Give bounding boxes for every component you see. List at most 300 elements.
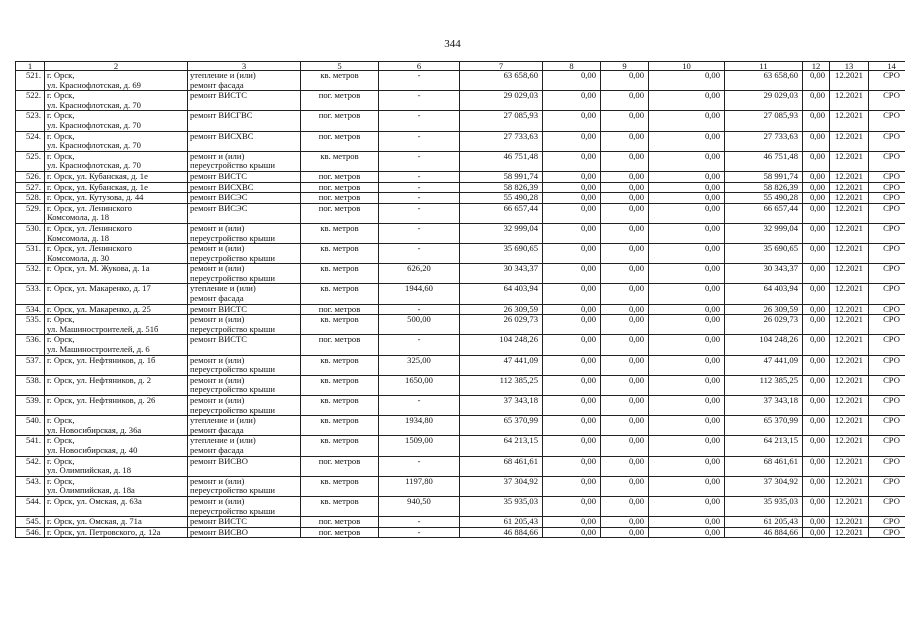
total-cost-cell: 26 029,73: [460, 315, 543, 335]
total-cost-cell: 104 248,26: [460, 335, 543, 355]
specific-cost-cell: 0,00: [803, 171, 830, 182]
funding-cell: 0,00: [649, 71, 725, 91]
method-cell: СРО: [869, 375, 905, 395]
method-cell: СРО: [869, 264, 905, 284]
specific-cost-cell: 0,00: [803, 131, 830, 151]
deadline-cell: 12.2021: [830, 182, 869, 193]
unit-cell: пог. метров: [301, 193, 379, 204]
cost-cell: 63 658,60: [725, 71, 803, 91]
row-number: 539.: [16, 396, 45, 416]
specific-cost-cell: 0,00: [803, 416, 830, 436]
work-type-cell: ремонт ВИСХВС: [188, 182, 301, 193]
table-row: [16, 304, 905, 315]
table-row: [16, 396, 905, 416]
funding-cell: 0,00: [543, 355, 601, 375]
cost-cell: 64 213,15: [725, 436, 803, 456]
funding-cell: 0,00: [649, 203, 725, 223]
method-cell: СРО: [869, 182, 905, 193]
work-type-cell: ремонт ВИСТС: [188, 91, 301, 111]
specific-cost-cell: 0,00: [803, 182, 830, 193]
unit-cell: пог. метров: [301, 527, 379, 538]
total-cost-cell: 27 733,63: [460, 131, 543, 151]
row-number: 541.: [16, 436, 45, 456]
table-row: [16, 264, 905, 284]
table-row: [16, 171, 905, 182]
cost-cell: 55 490,28: [725, 193, 803, 204]
header-cell: 12: [803, 62, 830, 71]
header-cell: 6: [379, 62, 460, 71]
address-cell: г. Орск, ул. Машиностроителей, д. 6: [45, 335, 188, 355]
total-cost-cell: 58 826,39: [460, 182, 543, 193]
row-number: 544.: [16, 496, 45, 516]
quantity-cell: -: [379, 111, 460, 131]
specific-cost-cell: 0,00: [803, 315, 830, 335]
total-cost-cell: 55 490,28: [460, 193, 543, 204]
work-type-cell: утепление и (или) ремонт фасада: [188, 416, 301, 436]
funding-cell: 0,00: [601, 182, 649, 193]
address-cell: г. Орск, ул. Ленинского Комсомола, д. 18: [45, 203, 188, 223]
header-cell: 10: [649, 62, 725, 71]
total-cost-cell: 35 935,03: [460, 496, 543, 516]
address-cell: г. Орск, ул. Краснофлотская, д. 70: [45, 151, 188, 171]
total-cost-cell: 47 441,09: [460, 355, 543, 375]
method-cell: СРО: [869, 315, 905, 335]
unit-cell: кв. метров: [301, 223, 379, 243]
funding-cell: 0,00: [649, 335, 725, 355]
funding-cell: 0,00: [649, 223, 725, 243]
quantity-cell: 1650,00: [379, 375, 460, 395]
address-cell: г. Орск, ул. Ленинского Комсомола, д. 18: [45, 223, 188, 243]
deadline-cell: 12.2021: [830, 456, 869, 476]
specific-cost-cell: 0,00: [803, 436, 830, 456]
funding-cell: 0,00: [543, 416, 601, 436]
funding-cell: 0,00: [649, 182, 725, 193]
method-cell: СРО: [869, 456, 905, 476]
deadline-cell: 12.2021: [830, 304, 869, 315]
method-cell: СРО: [869, 416, 905, 436]
deadline-cell: 12.2021: [830, 527, 869, 538]
address-cell: г. Орск, ул. Краснофлотская, д. 70: [45, 111, 188, 131]
funding-cell: 0,00: [601, 193, 649, 204]
unit-cell: кв. метров: [301, 396, 379, 416]
row-number: 525.: [16, 151, 45, 171]
unit-cell: кв. метров: [301, 244, 379, 264]
funding-cell: 0,00: [601, 223, 649, 243]
specific-cost-cell: 0,00: [803, 111, 830, 131]
address-cell: г. Орск, ул. Кубанская, д. 1е: [45, 182, 188, 193]
header-cell: 1: [16, 62, 45, 71]
total-cost-cell: 64 403,94: [460, 284, 543, 304]
specific-cost-cell: 0,00: [803, 375, 830, 395]
unit-cell: кв. метров: [301, 264, 379, 284]
row-number: 524.: [16, 131, 45, 151]
funding-cell: 0,00: [543, 436, 601, 456]
deadline-cell: 12.2021: [830, 517, 869, 528]
deadline-cell: 12.2021: [830, 315, 869, 335]
deadline-cell: 12.2021: [830, 151, 869, 171]
work-type-cell: ремонт ВИСТС: [188, 171, 301, 182]
method-cell: СРО: [869, 496, 905, 516]
quantity-cell: 626,20: [379, 264, 460, 284]
unit-cell: кв. метров: [301, 375, 379, 395]
funding-cell: 0,00: [601, 91, 649, 111]
quantity-cell: -: [379, 71, 460, 91]
method-cell: СРО: [869, 476, 905, 496]
method-cell: СРО: [869, 111, 905, 131]
table-row: [16, 193, 905, 204]
funding-cell: 0,00: [543, 182, 601, 193]
table-row: [16, 203, 905, 223]
quantity-cell: -: [379, 171, 460, 182]
address-cell: г. Орск, ул. Краснофлотская, д. 70: [45, 131, 188, 151]
funding-cell: 0,00: [543, 496, 601, 516]
quantity-cell: 325,00: [379, 355, 460, 375]
table-row: [16, 335, 905, 355]
quantity-cell: -: [379, 517, 460, 528]
table-row: [16, 517, 905, 528]
funding-cell: 0,00: [649, 91, 725, 111]
funding-cell: 0,00: [543, 304, 601, 315]
deadline-cell: 12.2021: [830, 496, 869, 516]
funding-cell: 0,00: [601, 396, 649, 416]
unit-cell: кв. метров: [301, 476, 379, 496]
total-cost-cell: 37 304,92: [460, 476, 543, 496]
total-cost-cell: 66 657,44: [460, 203, 543, 223]
quantity-cell: -: [379, 304, 460, 315]
funding-cell: 0,00: [649, 111, 725, 131]
address-cell: г. Орск, ул. Новосибирская, д. 40: [45, 436, 188, 456]
quantity-cell: 1509,00: [379, 436, 460, 456]
address-cell: г. Орск, ул. Нефтяников, д. 1б: [45, 355, 188, 375]
total-cost-cell: 65 370,99: [460, 416, 543, 436]
funding-cell: 0,00: [649, 527, 725, 538]
deadline-cell: 12.2021: [830, 476, 869, 496]
funding-cell: 0,00: [543, 396, 601, 416]
address-cell: г. Орск, ул. Нефтяников, д. 26: [45, 396, 188, 416]
funding-cell: 0,00: [543, 244, 601, 264]
cost-cell: 64 403,94: [725, 284, 803, 304]
funding-cell: 0,00: [649, 244, 725, 264]
row-number: 531.: [16, 244, 45, 264]
quantity-cell: -: [379, 527, 460, 538]
address-cell: г. Орск, ул. Макаренко, д. 25: [45, 304, 188, 315]
work-type-cell: утепление и (или) ремонт фасада: [188, 71, 301, 91]
quantity-cell: 1197,80: [379, 476, 460, 496]
specific-cost-cell: 0,00: [803, 244, 830, 264]
work-type-cell: ремонт ВИСВО: [188, 527, 301, 538]
quantity-cell: -: [379, 182, 460, 193]
table-row: [16, 223, 905, 243]
unit-cell: кв. метров: [301, 436, 379, 456]
unit-cell: пог. метров: [301, 91, 379, 111]
address-cell: г. Орск, ул. Омская, д. 63а: [45, 496, 188, 516]
funding-cell: 0,00: [601, 304, 649, 315]
total-cost-cell: 46 884,66: [460, 527, 543, 538]
funding-cell: 0,00: [543, 111, 601, 131]
address-cell: г. Орск, ул. Краснофлотская, д. 69: [45, 71, 188, 91]
funding-cell: 0,00: [601, 244, 649, 264]
cost-cell: 104 248,26: [725, 335, 803, 355]
funding-cell: 0,00: [543, 193, 601, 204]
table-row: [16, 111, 905, 131]
unit-cell: кв. метров: [301, 416, 379, 436]
cost-cell: 26 309,59: [725, 304, 803, 315]
specific-cost-cell: 0,00: [803, 264, 830, 284]
funding-cell: 0,00: [649, 284, 725, 304]
unit-cell: пог. метров: [301, 171, 379, 182]
work-type-cell: ремонт ВИСХВС: [188, 131, 301, 151]
funding-cell: 0,00: [543, 517, 601, 528]
method-cell: СРО: [869, 171, 905, 182]
table-row: [16, 436, 905, 456]
cost-cell: 30 343,37: [725, 264, 803, 284]
funding-cell: 0,00: [649, 131, 725, 151]
funding-cell: 0,00: [601, 527, 649, 538]
funding-cell: 0,00: [543, 91, 601, 111]
specific-cost-cell: 0,00: [803, 193, 830, 204]
unit-cell: пог. метров: [301, 203, 379, 223]
deadline-cell: 12.2021: [830, 416, 869, 436]
deadline-cell: 12.2021: [830, 284, 869, 304]
specific-cost-cell: 0,00: [803, 203, 830, 223]
deadline-cell: 12.2021: [830, 396, 869, 416]
funding-cell: 0,00: [543, 456, 601, 476]
work-type-cell: ремонт и (или) переустройство крыши: [188, 315, 301, 335]
specific-cost-cell: 0,00: [803, 517, 830, 528]
row-number: 530.: [16, 223, 45, 243]
total-cost-cell: 27 085,93: [460, 111, 543, 131]
specific-cost-cell: 0,00: [803, 335, 830, 355]
funding-cell: 0,00: [543, 375, 601, 395]
row-number: 535.: [16, 315, 45, 335]
quantity-cell: -: [379, 223, 460, 243]
method-cell: СРО: [869, 151, 905, 171]
total-cost-cell: 68 461,61: [460, 456, 543, 476]
total-cost-cell: 32 999,04: [460, 223, 543, 243]
header-cell: 11: [725, 62, 803, 71]
funding-cell: 0,00: [649, 396, 725, 416]
method-cell: СРО: [869, 355, 905, 375]
funding-cell: 0,00: [649, 476, 725, 496]
method-cell: СРО: [869, 517, 905, 528]
work-type-cell: ремонт ВИСТС: [188, 335, 301, 355]
cost-cell: 32 999,04: [725, 223, 803, 243]
method-cell: СРО: [869, 396, 905, 416]
work-type-cell: ремонт и (или) переустройство крыши: [188, 396, 301, 416]
quantity-cell: -: [379, 244, 460, 264]
row-number: 529.: [16, 203, 45, 223]
cost-cell: 47 441,09: [725, 355, 803, 375]
cost-cell: 66 657,44: [725, 203, 803, 223]
work-type-cell: ремонт ВИСГВС: [188, 111, 301, 131]
row-number: 534.: [16, 304, 45, 315]
deadline-cell: 12.2021: [830, 91, 869, 111]
quantity-cell: -: [379, 456, 460, 476]
funding-cell: 0,00: [601, 131, 649, 151]
unit-cell: кв. метров: [301, 151, 379, 171]
work-type-cell: ремонт и (или) переустройство крыши: [188, 375, 301, 395]
row-number: 546.: [16, 527, 45, 538]
cost-cell: 58 826,39: [725, 182, 803, 193]
quantity-cell: -: [379, 335, 460, 355]
total-cost-cell: 37 343,18: [460, 396, 543, 416]
cost-cell: 27 733,63: [725, 131, 803, 151]
row-number: 543.: [16, 476, 45, 496]
method-cell: СРО: [869, 131, 905, 151]
header-row: [16, 62, 905, 71]
quantity-cell: -: [379, 91, 460, 111]
specific-cost-cell: 0,00: [803, 91, 830, 111]
quantity-cell: 500,00: [379, 315, 460, 335]
quantity-cell: -: [379, 396, 460, 416]
funding-cell: 0,00: [649, 193, 725, 204]
quantity-cell: 1934,80: [379, 416, 460, 436]
row-number: 538.: [16, 375, 45, 395]
funding-cell: 0,00: [601, 375, 649, 395]
work-type-cell: ремонт и (или) переустройство крыши: [188, 355, 301, 375]
total-cost-cell: 64 213,15: [460, 436, 543, 456]
method-cell: СРО: [869, 91, 905, 111]
work-type-cell: ремонт ВИСТС: [188, 304, 301, 315]
funding-cell: 0,00: [649, 264, 725, 284]
funding-cell: 0,00: [649, 355, 725, 375]
specific-cost-cell: 0,00: [803, 355, 830, 375]
cost-cell: 65 370,99: [725, 416, 803, 436]
table-row: [16, 416, 905, 436]
header-cell: 2: [45, 62, 188, 71]
address-cell: г. Орск, ул. Краснофлотская, д. 70: [45, 91, 188, 111]
table-row: [16, 527, 905, 538]
specific-cost-cell: 0,00: [803, 456, 830, 476]
cost-cell: 37 343,18: [725, 396, 803, 416]
funding-cell: 0,00: [649, 151, 725, 171]
work-type-cell: ремонт ВИСВО: [188, 456, 301, 476]
header-cell: 9: [601, 62, 649, 71]
funding-cell: 0,00: [601, 496, 649, 516]
header-cell: 3: [188, 62, 301, 71]
cost-cell: 26 029,73: [725, 315, 803, 335]
deadline-cell: 12.2021: [830, 111, 869, 131]
cost-cell: 35 935,03: [725, 496, 803, 516]
specific-cost-cell: 0,00: [803, 284, 830, 304]
funding-cell: 0,00: [649, 171, 725, 182]
cost-cell: 61 205,43: [725, 517, 803, 528]
cost-cell: 68 461,61: [725, 456, 803, 476]
quantity-cell: -: [379, 131, 460, 151]
header-cell: 14: [869, 62, 905, 71]
cost-cell: 27 085,93: [725, 111, 803, 131]
table-row: [16, 456, 905, 476]
row-number: 533.: [16, 284, 45, 304]
unit-cell: кв. метров: [301, 496, 379, 516]
quantity-cell: -: [379, 151, 460, 171]
unit-cell: пог. метров: [301, 456, 379, 476]
address-cell: г. Орск, ул. Кутузова, д. 44: [45, 193, 188, 204]
address-cell: г. Орск, ул. Макаренко, д. 17: [45, 284, 188, 304]
unit-cell: пог. метров: [301, 517, 379, 528]
row-number: 521.: [16, 71, 45, 91]
table-row: [16, 71, 905, 91]
method-cell: СРО: [869, 436, 905, 456]
address-cell: г. Орск, ул. Ленинского Комсомола, д. 30: [45, 244, 188, 264]
address-cell: г. Орск, ул. Олимпийская, д. 18: [45, 456, 188, 476]
funding-cell: 0,00: [543, 71, 601, 91]
repair-program-table: [15, 61, 905, 538]
total-cost-cell: 46 751,48: [460, 151, 543, 171]
unit-cell: кв. метров: [301, 355, 379, 375]
funding-cell: 0,00: [543, 284, 601, 304]
work-type-cell: ремонт и (или) переустройство крыши: [188, 476, 301, 496]
method-cell: СРО: [869, 71, 905, 91]
funding-cell: 0,00: [601, 355, 649, 375]
funding-cell: 0,00: [649, 496, 725, 516]
specific-cost-cell: 0,00: [803, 71, 830, 91]
deadline-cell: 12.2021: [830, 436, 869, 456]
work-type-cell: ремонт и (или) переустройство крыши: [188, 496, 301, 516]
funding-cell: 0,00: [649, 517, 725, 528]
funding-cell: 0,00: [543, 315, 601, 335]
specific-cost-cell: 0,00: [803, 304, 830, 315]
funding-cell: 0,00: [543, 476, 601, 496]
cost-cell: 29 029,03: [725, 91, 803, 111]
total-cost-cell: 58 991,74: [460, 171, 543, 182]
row-number: 528.: [16, 193, 45, 204]
quantity-cell: 1944,60: [379, 284, 460, 304]
cost-cell: 46 884,66: [725, 527, 803, 538]
funding-cell: 0,00: [649, 436, 725, 456]
funding-cell: 0,00: [543, 151, 601, 171]
funding-cell: 0,00: [601, 315, 649, 335]
method-cell: СРО: [869, 304, 905, 315]
work-type-cell: ремонт и (или) переустройство крыши: [188, 264, 301, 284]
method-cell: СРО: [869, 223, 905, 243]
funding-cell: 0,00: [601, 476, 649, 496]
work-type-cell: утепление и (или) ремонт фасада: [188, 436, 301, 456]
row-number: 540.: [16, 416, 45, 436]
unit-cell: кв. метров: [301, 71, 379, 91]
row-number: 522.: [16, 91, 45, 111]
funding-cell: 0,00: [543, 264, 601, 284]
funding-cell: 0,00: [649, 304, 725, 315]
funding-cell: 0,00: [543, 171, 601, 182]
row-number: 545.: [16, 517, 45, 528]
funding-cell: 0,00: [601, 517, 649, 528]
row-number: 536.: [16, 335, 45, 355]
row-number: 523.: [16, 111, 45, 131]
quantity-cell: -: [379, 203, 460, 223]
table-row: [16, 375, 905, 395]
work-type-cell: ремонт ВИСТС: [188, 517, 301, 528]
deadline-cell: 12.2021: [830, 203, 869, 223]
funding-cell: 0,00: [601, 71, 649, 91]
unit-cell: пог. метров: [301, 111, 379, 131]
address-cell: г. Орск, ул. Петровского, д. 12а: [45, 527, 188, 538]
specific-cost-cell: 0,00: [803, 396, 830, 416]
specific-cost-cell: 0,00: [803, 527, 830, 538]
deadline-cell: 12.2021: [830, 71, 869, 91]
work-type-cell: ремонт и (или) переустройство крыши: [188, 151, 301, 171]
header-cell: 7: [460, 62, 543, 71]
specific-cost-cell: 0,00: [803, 223, 830, 243]
funding-cell: 0,00: [649, 375, 725, 395]
address-cell: г. Орск, ул. Нефтяников, д. 2: [45, 375, 188, 395]
row-number: 537.: [16, 355, 45, 375]
work-type-cell: ремонт ВИСЭС: [188, 203, 301, 223]
deadline-cell: 12.2021: [830, 193, 869, 204]
unit-cell: пог. метров: [301, 304, 379, 315]
total-cost-cell: 112 385,25: [460, 375, 543, 395]
cost-cell: 35 690,65: [725, 244, 803, 264]
